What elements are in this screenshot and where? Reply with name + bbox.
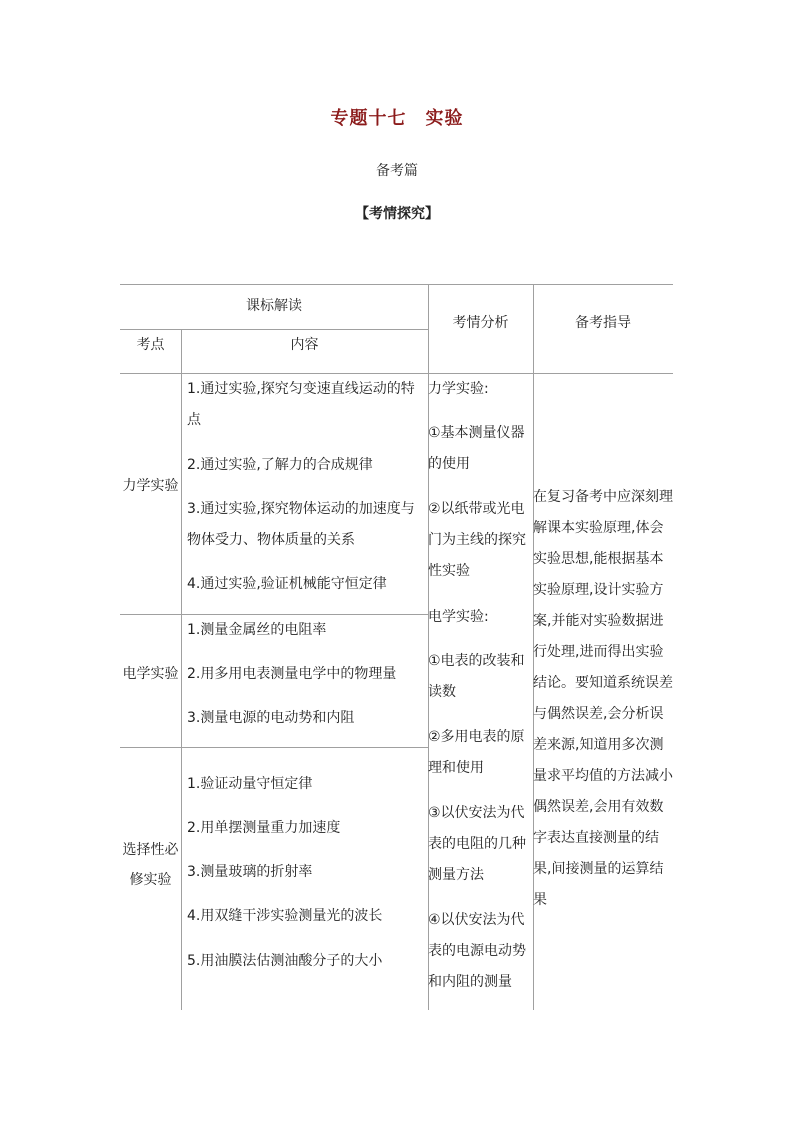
- topic-mechanics: 力学实验: [122, 478, 179, 494]
- content-item: 5.用油膜法估测油酸分子的大小: [187, 953, 383, 969]
- content-item: 3.测量玻璃的折射率: [187, 864, 313, 880]
- content-item: 4.用双缝干涉实验测量光的波长: [187, 908, 383, 924]
- header-curriculum: 课标解读: [246, 298, 302, 314]
- analysis-item: 电学实验:: [428, 609, 489, 625]
- content-item: 2.用多用电表测量电学中的物理量: [187, 666, 397, 682]
- content-item: 3.测量电源的电动势和内阻: [187, 710, 355, 726]
- content-item: 4.通过实验,验证机械能守恒定律: [187, 576, 387, 592]
- table-top-border: [120, 284, 673, 285]
- content-item: 1.测量金属丝的电阻率: [187, 622, 327, 638]
- content-item: 1.通过实验,探究匀变速直线运动的特点: [187, 381, 415, 428]
- analysis-item: 力学实验:: [428, 381, 489, 397]
- group-divider-2: [120, 747, 428, 748]
- header-analysis: 考情分析: [452, 315, 509, 331]
- analysis-item: ①电表的改装和读数: [428, 653, 525, 700]
- content-item: 1.验证动量守恒定律: [187, 776, 313, 792]
- header-content: 内容: [290, 337, 319, 353]
- analysis-item: ④以伏安法为代表的电源电动势和内阻的测量: [428, 912, 526, 990]
- topic-optional: 选择性必修实验: [122, 842, 179, 888]
- header-point: 考点: [136, 337, 165, 353]
- topic-electricity: 电学实验: [122, 666, 179, 682]
- col-divider-point: [181, 329, 182, 1010]
- page-subtitle: 备考篇: [376, 163, 418, 179]
- analysis-item: ③以伏安法为代表的电阻的几种测量方法: [428, 805, 526, 883]
- analysis-item: ①基本测量仪器的使用: [428, 425, 525, 472]
- page-title: 专题十七 实验: [330, 108, 464, 129]
- content-item: 2.通过实验,了解力的合成规律: [187, 457, 373, 473]
- header-guide: 备考指导: [575, 315, 631, 331]
- analysis-item: ②多用电表的原理和使用: [428, 729, 525, 776]
- section-heading: 【考情探究】: [355, 206, 439, 222]
- analysis-item: ②以纸带或光电门为主线的探究性实验: [428, 501, 526, 579]
- guide-text: 在复习备考中应深刻理解课本实验原理,体会实验思想,能根据基本实验原理,设计实验方案,并能对实验数据进行处理,进而得出实验结论。要知道系统误差与偶然误差,会分析误差来源,知道用多次测量求平均值的方法减小偶然误差,会用有效数字表达直接测量的结果,间接测量的运算结果: [533, 489, 673, 908]
- content-item: 3.通过实验,探究物体运动的加速度与物体受力、物体质量的关系: [187, 501, 415, 548]
- content-item: 2.用单摆测量重力加速度: [187, 820, 341, 836]
